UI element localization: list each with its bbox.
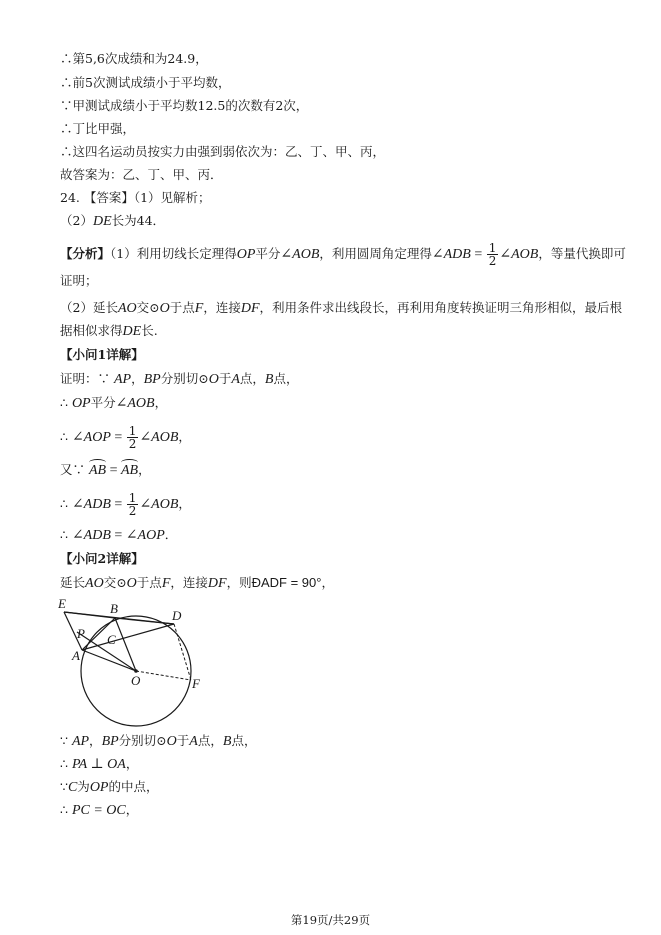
answer-part-2-prefix: （2）	[60, 213, 93, 228]
math-expr: =	[110, 430, 126, 445]
proof-text: 点，	[197, 733, 223, 748]
math-expr: BP	[101, 734, 119, 749]
analysis-text: 交⊙	[136, 300, 160, 315]
analysis-text: （1）利用切线长定理得	[110, 246, 237, 261]
answer-part-2-suffix: 长为44．	[111, 213, 166, 228]
analysis-text: 长.	[141, 323, 158, 338]
math-expr: OP	[71, 396, 91, 411]
math-expr: B	[222, 734, 232, 749]
math-expr: O	[208, 372, 219, 387]
fraction	[487, 242, 499, 267]
proof-text: ，	[138, 462, 151, 477]
math-expr: AP	[113, 372, 132, 387]
proof-text: ，	[131, 371, 144, 386]
proof-text: ∴	[60, 395, 72, 410]
analysis-text: ，利用条件求出线段长，再利用角度转换证明三角形相似，最后根	[259, 300, 623, 315]
geometry-figure	[58, 598, 228, 754]
math-expr: F	[194, 301, 204, 316]
math-expr: A	[189, 734, 198, 749]
math-expr: C	[67, 780, 78, 795]
math-expr: =	[110, 528, 126, 543]
math-expr: ∠AOP	[125, 528, 165, 543]
fraction-numerator: 1	[488, 241, 497, 255]
proof-text: ．	[164, 527, 178, 542]
proof-text: 为	[77, 779, 90, 794]
part-1-heading: 【小问1详解】	[60, 347, 144, 362]
math-expr: ∠AOB	[280, 247, 320, 262]
analysis-text: （2）延长	[60, 300, 118, 315]
label-a: A	[72, 648, 80, 663]
fraction-numerator: 1	[128, 491, 137, 505]
math-expr: O	[166, 734, 177, 749]
analysis-paragraph-2-cont	[60, 322, 621, 341]
math-expr: OP	[89, 780, 109, 795]
analysis-text: ，等量代换即可	[538, 246, 626, 261]
proof-text: 的中点，	[108, 779, 159, 794]
math-expr: OP	[236, 247, 256, 262]
proof2-line-5	[60, 801, 621, 820]
math-expr: =	[106, 463, 121, 478]
fraction-denominator: 2	[488, 254, 497, 268]
proof-text: 点，	[231, 733, 257, 748]
math-expr: PA ⊥ OA	[71, 757, 126, 772]
fraction-numerator: 1	[128, 424, 137, 438]
math-expr: O	[126, 576, 137, 591]
fraction	[127, 425, 139, 450]
math-expr: PC = OC	[71, 803, 126, 818]
proof-text: ∴	[60, 802, 72, 817]
segment-de: DE	[92, 214, 112, 229]
page-number-footer: 第19页/共29页	[290, 913, 371, 927]
label-c: C	[107, 632, 116, 647]
answer-part-2	[60, 212, 621, 231]
text-line-6: 故答案为：乙、丁、甲、丙．	[60, 167, 223, 182]
proof-text: ，	[89, 733, 102, 748]
proof-text: ∵	[60, 779, 68, 794]
segment-de: DE	[122, 324, 142, 339]
proof-text: 交⊙	[103, 575, 127, 590]
analysis-text: ，连接	[203, 300, 241, 315]
proof-text: ，连接	[170, 575, 208, 590]
label-b: B	[110, 601, 118, 616]
proof-text: ∵	[60, 733, 72, 748]
math-expr: O	[159, 301, 170, 316]
proof-text: ，	[154, 395, 168, 410]
proof-text: 分别切⊙	[118, 733, 167, 748]
math-expr: A	[231, 372, 240, 387]
math-expr: ∠ADB	[71, 528, 111, 543]
analysis-text: 据相似求得	[60, 323, 123, 338]
proof-text: 于	[176, 733, 190, 748]
math-expr: ∠AOP	[71, 430, 111, 445]
math-expr: ∠ADB	[431, 247, 471, 262]
proof-text: ∴	[60, 429, 72, 444]
proof-line-1	[60, 370, 621, 389]
proof-text: 分别切⊙	[160, 371, 209, 386]
segment-df-dashed	[174, 624, 191, 680]
label-o: O	[131, 673, 141, 688]
proof-text: ，	[321, 575, 334, 590]
analysis-paragraph-2	[60, 299, 621, 318]
fraction-denominator: 2	[128, 437, 137, 451]
proof-text: ，	[178, 429, 191, 444]
analysis-text: ，利用圆周角定理得	[319, 246, 432, 261]
analysis-text: 平分	[255, 246, 281, 261]
math-expr: =	[470, 247, 486, 262]
answer-heading: 24. 【答案】（1）见解析；	[60, 190, 211, 205]
proof2-line-4	[60, 778, 621, 797]
math-expr: DF	[240, 301, 260, 316]
label-p: P	[77, 626, 85, 641]
math-expr: B	[264, 372, 274, 387]
proof-text: 点，	[273, 371, 299, 386]
proof-text: ∴	[60, 527, 72, 542]
proof-line-6	[60, 526, 621, 545]
proof-text: ，则	[226, 575, 252, 590]
arc-ab: AB	[121, 463, 139, 478]
text-line-5: ∴这四名运动员按实力由强到弱依次为：乙、丁、甲、丙，	[60, 144, 386, 159]
arc-ab: AB	[88, 463, 107, 478]
analysis-tag: 【分析】	[60, 246, 111, 261]
fraction-denominator: 2	[128, 504, 137, 518]
proof2-line-1	[60, 574, 621, 593]
proof-text: ，	[178, 496, 191, 511]
proof-text: ，	[125, 802, 139, 817]
math-expr: ∠ADB	[71, 497, 111, 512]
text-line-4: ∴丁比甲强，	[60, 121, 136, 136]
math-expr: AO	[85, 576, 104, 591]
proof-text: 又∵	[60, 462, 89, 477]
proof-text: ∴	[60, 756, 72, 771]
angle-adf-right: ÐADF = 90°	[251, 575, 322, 590]
text-line-2: ∴前5次测试成绩小于平均数，	[60, 75, 231, 90]
label-d: D	[172, 608, 182, 623]
math-expr: AO	[117, 301, 137, 316]
fraction	[127, 492, 139, 517]
text-line-1: ∴第5,6次成绩和为24.9，	[60, 51, 208, 66]
proof-text: 平分	[90, 395, 116, 410]
analysis-paragraph-1-cont: 证明；	[60, 273, 98, 288]
proof-text: ∴	[60, 496, 72, 511]
segment-bd	[115, 618, 174, 624]
proof-text: 于点	[136, 575, 162, 590]
proof-line-3	[60, 425, 621, 450]
proof-text: 点，	[239, 371, 265, 386]
label-e: E	[58, 598, 66, 611]
math-expr: F	[161, 576, 171, 591]
math-expr: DF	[207, 576, 227, 591]
math-expr: ∠AOB	[139, 497, 179, 512]
text-line-3: ∵甲测试成绩小于平均数12.5的次数有2次，	[60, 98, 309, 113]
proof-text: 延长	[60, 575, 86, 590]
proof-line-4	[60, 461, 621, 480]
proof2-line-3	[60, 755, 621, 774]
proof-text: 证明：∵	[60, 371, 114, 386]
math-expr: ∠AOB	[115, 396, 155, 411]
math-expr: =	[110, 497, 126, 512]
math-expr: ∠AOB	[499, 247, 539, 262]
segment-bo	[115, 618, 136, 671]
proof2-line-2	[60, 732, 621, 751]
part-2-heading: 【小问2详解】	[60, 551, 144, 566]
math-expr: AP	[71, 734, 90, 749]
proof-text: 于	[218, 371, 232, 386]
math-expr: BP	[143, 372, 161, 387]
proof-text: ，	[125, 756, 139, 771]
label-f: F	[192, 676, 200, 691]
analysis-paragraph-1	[60, 241, 626, 268]
proof-line-2	[60, 394, 621, 413]
analysis-text: 于点	[169, 300, 195, 315]
math-expr: ∠AOB	[139, 430, 179, 445]
segment-of-dashed	[136, 671, 191, 680]
proof-line-5	[60, 492, 621, 517]
